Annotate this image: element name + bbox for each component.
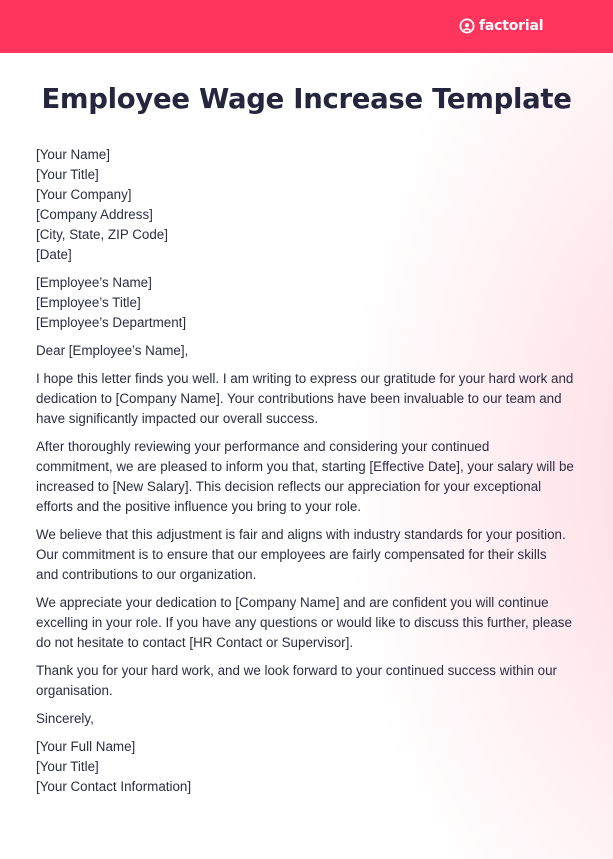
- brand-name: factorial: [479, 18, 544, 34]
- sender-line: [Your Name]: [36, 147, 110, 162]
- closing-block: [36, 709, 592, 729]
- signature-line: [Your Contact Information]: [36, 779, 192, 794]
- signature-line: [Your Full Name]: [36, 739, 136, 754]
- paragraph-line: dedication to [Company Name]. Your contributions have been invaluable to our team and: [36, 391, 562, 406]
- page-title: Employee Wage Increase Template: [41, 83, 572, 115]
- signature-line: [Your Title]: [36, 759, 99, 774]
- factorial-logo-icon: [459, 18, 475, 34]
- body-paragraph: [36, 593, 592, 653]
- paragraph-line: Our commitment is to ensure that our employees are fairly compensated for their skills: [36, 547, 547, 562]
- body-paragraph: [36, 661, 592, 701]
- body-paragraph: [36, 437, 592, 517]
- sender-line: [Date]: [36, 247, 72, 262]
- paragraph-line: commitment, we are pleased to inform you that, starting [Effective Date], your salary will be: [36, 459, 574, 474]
- paragraph-line: have significantly impacted our overall success.: [36, 411, 319, 426]
- paragraph-line: do not hesitate to contact [HR Contact or Supervisor].: [36, 635, 354, 650]
- recipient-line: [Employee’s Name]: [36, 275, 152, 290]
- paragraph-line: increased to [New Salary]. This decision reflects our appreciation for your exceptional: [36, 479, 542, 494]
- paragraph-line: We appreciate your dedication to [Company Name] and are confident you will continue: [36, 595, 549, 610]
- sender-address-block: [36, 145, 592, 265]
- signature-block: [36, 737, 592, 797]
- sender-line: [Your Title]: [36, 167, 99, 182]
- greeting-block: [36, 341, 592, 361]
- body-paragraph: [36, 369, 592, 429]
- sender-line: [Your Company]: [36, 187, 132, 202]
- paragraph-line: After thoroughly reviewing your performance and considering your continued: [36, 439, 490, 454]
- body-paragraph: [36, 525, 592, 585]
- letter-body: [36, 145, 592, 805]
- paragraph-line: excelling in your role. If you have any questions or would like to discuss this further, please: [36, 615, 572, 630]
- sender-line: [Company Address]: [36, 207, 153, 222]
- header-bar: [0, 0, 613, 53]
- paragraph-line: We believe that this adjustment is fair and aligns with industry standards for your position.: [36, 527, 566, 542]
- paragraph-line: I hope this letter finds you well. I am writing to express our gratitude for your hard work and: [36, 371, 574, 386]
- paragraph-line: efforts and the positive influence you bring to your role.: [36, 499, 362, 514]
- sender-line: [City, State, ZIP Code]: [36, 227, 168, 242]
- greeting: Dear [Employee’s Name],: [36, 343, 189, 358]
- recipient-address-block: [36, 273, 592, 333]
- paragraph-line: organisation.: [36, 683, 113, 698]
- recipient-line: [Employee’s Department]: [36, 315, 187, 330]
- paragraph-line: and contributions to our organization.: [36, 567, 257, 582]
- brand-logo[interactable]: [459, 16, 543, 36]
- recipient-line: [Employee’s Title]: [36, 295, 141, 310]
- closing: Sincerely,: [36, 711, 94, 726]
- paragraph-line: Thank you for your hard work, and we look forward to your continued success within our: [36, 663, 558, 678]
